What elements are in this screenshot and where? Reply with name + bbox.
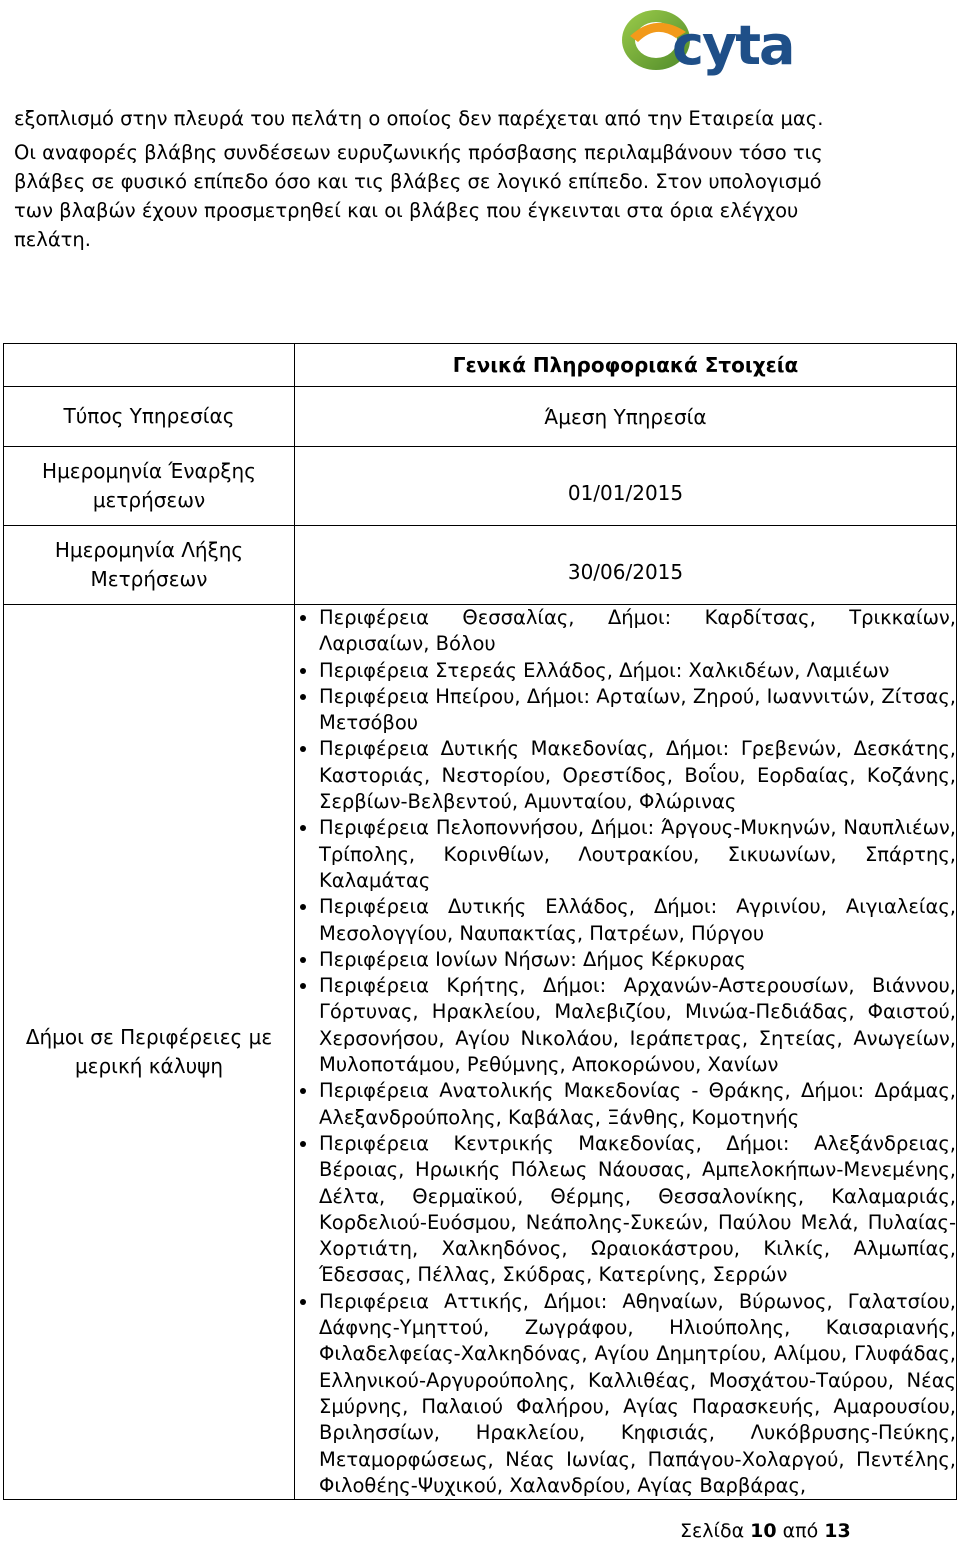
list-item: • Περιφέρεια Δυτικής Ελλάδος, Δήμοι: Αγρινίου, Αιγιαλείας, Μεσολογγίου, Ναυπακτίας, Πατρέων, Πύργου <box>319 894 956 947</box>
regions-list <box>295 605 956 1499</box>
start-date-label: Ημερομηνία Έναρξης μετρήσεων <box>4 447 295 526</box>
cyta-logo <box>612 6 834 84</box>
intro-text <box>14 104 846 259</box>
partial-coverage-label: Δήμοι σε Περιφέρειες με μερική κάλυψη <box>4 605 295 1500</box>
page-total: 13 <box>824 1520 851 1542</box>
cyta-logo-graphic <box>612 6 834 84</box>
intro-paragraph: Οι αναφορές βλάβης συνδέσεων ευρυζωνικής πρόσβασης περιλαμβάνουν τόσο τις βλάβες σε φυσικό επίπεδο όσο και τις βλάβες σε λογικό επίπεδο. Στον υπολογισμό των βλαβών έχουν προσμετρηθεί και οι βλάβες που έγκεινται στα όρια ελέγχου πελάτη. <box>14 141 823 251</box>
service-type-value: Άμεση Υπηρεσία <box>295 387 957 447</box>
logo-wordmark: cyta <box>672 14 794 77</box>
end-date-value: 30/06/2015 <box>295 526 957 605</box>
list-item: • Περιφέρεια Στερεάς Ελλάδος, Δήμοι: Χαλκιδέων, Λαμιέων <box>319 658 956 684</box>
list-item: • Περιφέρεια Κεντρικής Μακεδονίας, Δήμοι: Αλεξάνδρειας, Βέροιας, Ηρωικής Πόλεως Νάουσας, Αμπελοκήπων-Μενεμένης, Δέλτα, Θερμαϊκού, Θέρμης, Θεσσαλονίκης, Καλαμαριάς, Κορδελιού-Ευόσμου, Νεάπολης-Συκεών, Παύλου Μελά, Πυλαίας-Χορτιάτη, Χαλκηδόνος, Ωραιοκάστρου, Κιλκίς, Αλμωπίας, Έδεσσας, Πέλλας, Σκύδρας, Κατερίνης, Σερρών <box>319 1131 956 1289</box>
list-item: • Περιφέρεια Δυτικής Μακεδονίας, Δήμοι: Γρεβενών, Δεσκάτης, Καστοριάς, Νεστορίου, Ορεστίδος, Βοΐου, Εορδαίας, Κοζάνης, Σερβίων-Βελβεντού, Αμυνταίου, Φλώρινας <box>319 736 956 815</box>
page-current: 10 <box>750 1520 777 1542</box>
end-date-label: Ημερομηνία Λήξης Μετρήσεων <box>4 526 295 605</box>
start-date-value: 01/01/2015 <box>295 447 957 526</box>
general-info-table <box>3 343 957 1500</box>
page-label: Σελίδα <box>680 1520 745 1542</box>
list-item: • Περιφέρεια Ηπείρου, Δήμοι: Αρταίων, Ζηρού, Ιωαννιτών, Ζίτσας, Μετσόβου <box>319 684 956 737</box>
intro-paragraph: εξοπλισμό στην πλευρά του πελάτη ο οποίος δεν παρέχεται από την Εταιρεία μας. <box>14 107 824 130</box>
regions-cell <box>295 605 957 1500</box>
list-item: • Περιφέρεια Ιονίων Νήσων: Δήμος Κέρκυρας <box>319 947 956 973</box>
page-of-label: από <box>782 1520 819 1542</box>
list-item: • Περιφέρεια Πελοποννήσου, Δήμοι: Άργους-Μυκηνών, Ναυπλιέων, Τρίπολης, Κορινθίων, Λουτρακίου, Σικυωνίων, Σπάρτης, Καλαμάτας <box>319 815 956 894</box>
list-item: • Περιφέρεια Αττικής, Δήμοι: Αθηναίων, Βύρωνος, Γαλατσίου, Δάφνης-Υμηττού, Ζωγράφου, Ηλιούπολης, Καισαριανής, Φιλαδελφείας-Χαλκηδόνας, Αγίου Δημητρίου, Αλίμου, Γλυφάδας, Ελληνικού-Αργυρούπολης, Καλλιθέας, Μοσχάτου-Ταύρου, Νέας Σμύρνης, Παλαιού Φαλήρου, Αγίας Παρασκευής, Αμαρουσίου, Βριλησσίων, Ηρακλείου, Κηφισιάς, Λυκόβρυσης-Πεύκης, Μεταμορφώσεως, Νέας Ιωνίας, Παπάγου-Χολαργού, Πεντέλης, Φιλοθέης-Ψυχικού, Χαλανδρίου, Αγίας Βαρβάρας, <box>319 1289 956 1499</box>
list-item: • Περιφέρεια Θεσσαλίας, Δήμοι: Καρδίτσας, Τρικκαίων, Λαρισαίων, Βόλου <box>319 605 956 658</box>
table-header: Γενικά Πληροφοριακά Στοιχεία <box>295 344 957 387</box>
list-item: • Περιφέρεια Κρήτης, Δήμοι: Αρχανών-Αστερουσίων, Βιάννου, Γόρτυνας, Ηρακλείου, Μαλεβιζίου, Μινώα-Πεδιάδας, Φαιστού, Χερσονήσου, Αγίου Νικολάου, Ιεράπετρας, Σητείας, Ανωγείων, Μυλοποτάμου, Ρεθύμνης, Αποκορώνου, Χανίων <box>319 973 956 1078</box>
table-header-empty <box>4 344 295 387</box>
service-type-label: Τύπος Υπηρεσίας <box>4 387 295 447</box>
page-number <box>680 1520 851 1542</box>
list-item: • Περιφέρεια Ανατολικής Μακεδονίας - Θράκης, Δήμοι: Δράμας, Αλεξανδρούπολης, Καβάλας, Ξάνθης, Κομοτηνής <box>319 1078 956 1131</box>
